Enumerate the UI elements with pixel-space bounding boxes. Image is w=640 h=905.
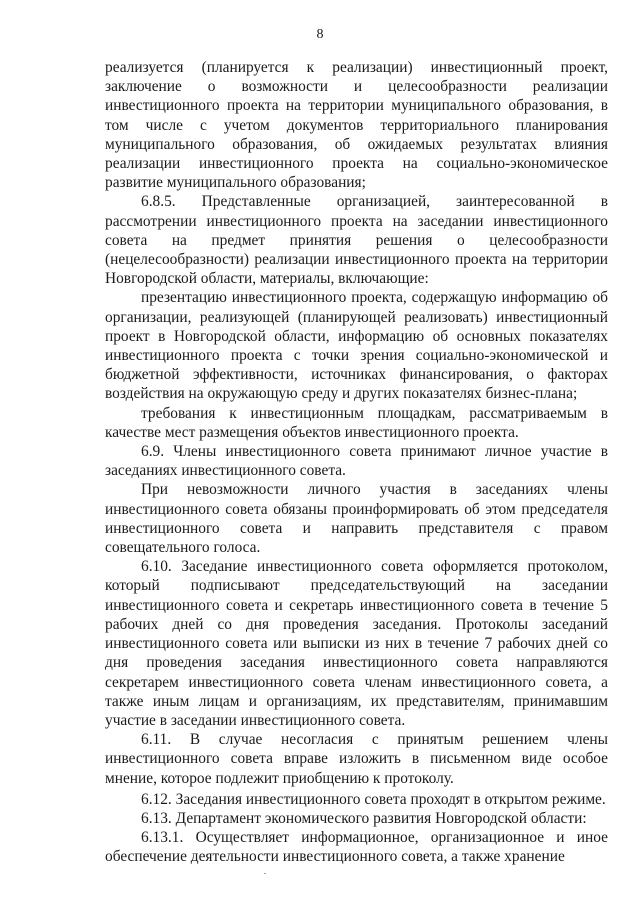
scan-speck [264,873,266,874]
paragraph-6-13-1: 6.13.1. Осуществляет информационное, организационное и иное обеспечение деятельности инвестиционного совета, а также хранение [105,829,608,866]
paragraph-presentation: презентацию инвестиционного проекта, содержащую информацию об организации, реализующей (планирующей реализовать) инвестиционный проект в Новгородской области, информацию об основных показателях инвестиционного проекта с точки зрения социально-экономической и бюджетной эффективности, источниках финансирования, о факторах воздействия на окружающую среду и других показателях бизнес-плана; [105,289,608,403]
paragraph-absence: При невозможности личного участия в заседаниях члены инвестиционного совета обязаны проинформировать об этом председателя инвестиционного совета и направить представителя с правом совещательного голоса. [105,481,608,557]
paragraph-6-10: 6.10. Заседание инвестиционного совета оформляется протоколом, который подписывают председательствующий на заседании инвестиционного совета и секретарь инвестиционного совета в течение 5 рабочих дней со дня проведения заседания. Протоколы заседаний инвестиционного совета или выписки из них в течение 7 рабочих дней со дня проведения заседания инвестиционного совета направляются секретарем инвестиционного совета членам инвестиционного совета, а также иным лицам и организациям, их представителям, принимавшим участие в заседании инвестиционного совета. [105,558,608,729]
paragraph-requirements: требования к инвестиционным площадкам, рассматриваемым в качестве мест размещения объектов инвестиционного проекта. [105,404,608,441]
paragraph-6-13: 6.13. Департамент экономического развития Новгородской области: [141,809,587,827]
paragraph-6-12: 6.12. Заседания инвестиционного совета проходят в открытом режиме. [141,790,606,808]
paragraph-6-8-5: 6.8.5. Представленные организацией, заинтересованной в рассмотрении инвестиционного проекта на заседании инвестиционного совета на предмет принятия решения о целесообразности (нецелесообразности) реализации инвестиционного проекта на территории Новгородской области, материалы, включающие: [105,193,608,288]
document-body [105,58,608,867]
paragraph-6-9: 6.9. Члены инвестиционного совета принимают личное участие в заседаниях инвестиционного совета. [105,443,608,480]
page-number: 8 [316,27,324,42]
paragraph-continuation: реализуется (планируется к реализации) инвестиционный проект, заключение о возможности и целесообразности реализации инвестиционного проекта на территории муниципального образования, в том числе с учетом документов территориального планирования муниципального образования, об ожидаемых результатах влияния реализации инвестиционного проекта на социально-экономическое развитие муниципального образования; [105,59,608,192]
paragraph-6-11: 6.11. В случае несогласия с принятым решением члены инвестиционного совета вправе изложить в письменном виде особое мнение, которое подлежит приобщению к протоколу. [105,731,608,787]
